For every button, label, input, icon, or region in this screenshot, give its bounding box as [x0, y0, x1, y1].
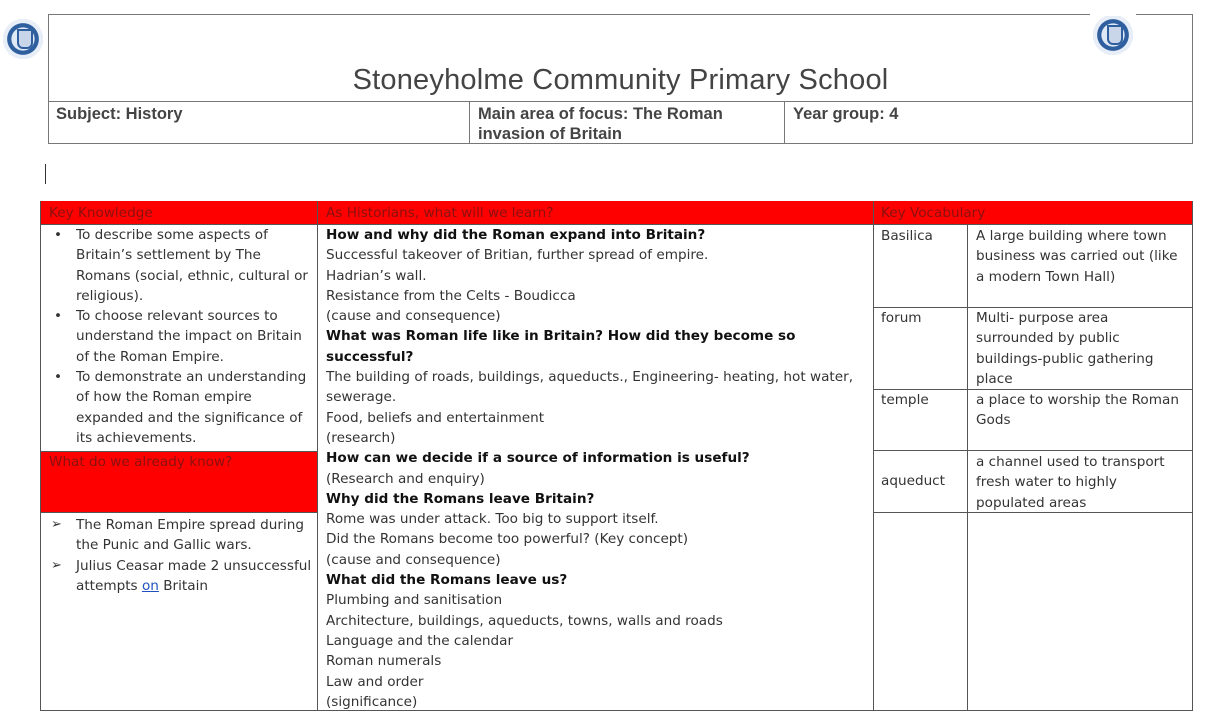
- learn-line: (cause and consequence): [326, 308, 501, 325]
- learn-content: [326, 225, 866, 712]
- list-item: • To describe some aspects of Britain’s settlement by The Romans (social, ethnic, cultural or religious).: [50, 225, 312, 306]
- vocab-definition: a place to worship the Roman Gods: [976, 392, 1179, 429]
- vocab-term: forum: [881, 310, 922, 326]
- learn-line: The building of roads, buildings, aqueducts., Engineering- heating, hot water, sewerage.: [326, 369, 854, 406]
- school-logo-left: [3, 19, 43, 59]
- learn-line: (research): [326, 429, 396, 446]
- learn-line: Rome was under attack. Too big to support itself.: [326, 511, 659, 528]
- year-group-label: Year group: 4: [784, 102, 1193, 144]
- knowledge-organiser-table: [40, 201, 1193, 711]
- learn-question: How can we decide if a source of information is useful?: [326, 450, 750, 467]
- vocab-definition: Multi- purpose area surrounded by public buildings-public gathering place: [976, 310, 1154, 387]
- underlined-word: on: [141, 577, 159, 594]
- learn-line: Language and the calendar: [326, 632, 514, 649]
- learn-question: What was Roman life like in Britain? How did they become so successful?: [326, 328, 796, 365]
- learn-question: What did the Romans leave us?: [326, 572, 568, 589]
- learn-line: Resistance from the Celts - Boudicca: [326, 287, 576, 304]
- list-item: • To demonstrate an understanding of how the Roman empire expanded and the significance of its achievements.: [50, 367, 312, 448]
- learn-line: Law and order: [326, 673, 424, 690]
- vocab-term: temple: [881, 392, 929, 408]
- learn-question: Why did the Romans leave Britain?: [326, 490, 595, 507]
- header-info-row: [48, 101, 1193, 144]
- learn-line: Plumbing and sanitisation: [326, 592, 503, 609]
- learn-line: Did the Romans become too powerful? (Key concept): [326, 531, 689, 548]
- vocab-term: aqueduct: [881, 473, 945, 489]
- learn-line: (Research and enquiry): [326, 470, 485, 487]
- learn-heading: As Historians, what will we learn?: [326, 205, 554, 221]
- list-item: • To choose relevant sources to understand the impact on Britain of the Roman Empire.: [50, 306, 312, 367]
- subject-label: Subject: History: [56, 105, 183, 123]
- list-item: ➢ The Roman Empire spread during the Punic and Gallic wars.: [50, 515, 312, 556]
- vocab-term: Basilica: [881, 228, 933, 244]
- learn-line: Architecture, buildings, aqueducts, towns, walls and roads: [326, 612, 723, 629]
- learn-line: (cause and consequence): [326, 551, 501, 568]
- learn-line: Successful takeover of Britian, further spread of empire.: [326, 247, 709, 264]
- key-knowledge-heading: Key Knowledge: [49, 205, 153, 221]
- vocab-definition: a channel used to transport fresh water to highly populated areas: [976, 454, 1165, 511]
- school-name: Stoneyholme Community Primary School: [352, 64, 889, 96]
- key-vocabulary-heading: Key Vocabulary: [881, 205, 986, 221]
- vocab-definition: A large building where town business was carried out (like a modern Town Hall): [976, 228, 1178, 285]
- learn-line: Food, beliefs and entertainment: [326, 409, 545, 426]
- learn-line: Roman numerals: [326, 653, 442, 670]
- focus-label: Main area of focus: The Roman invasion of Britain: [469, 102, 784, 144]
- learn-line: Hadrian’s wall.: [326, 267, 427, 284]
- key-knowledge-list: [50, 225, 312, 448]
- already-know-heading: What do we already know?: [49, 454, 233, 470]
- list-item: ➢ Julius Ceasar made 2 unsuccessful attempts on Britain: [50, 556, 312, 597]
- already-know-list: [50, 515, 312, 596]
- learn-line: (significance): [326, 693, 418, 710]
- header-bar: [40, 201, 1193, 224]
- text-cursor: [45, 164, 46, 184]
- learn-question: How and why did the Roman expand into Britain?: [326, 227, 706, 243]
